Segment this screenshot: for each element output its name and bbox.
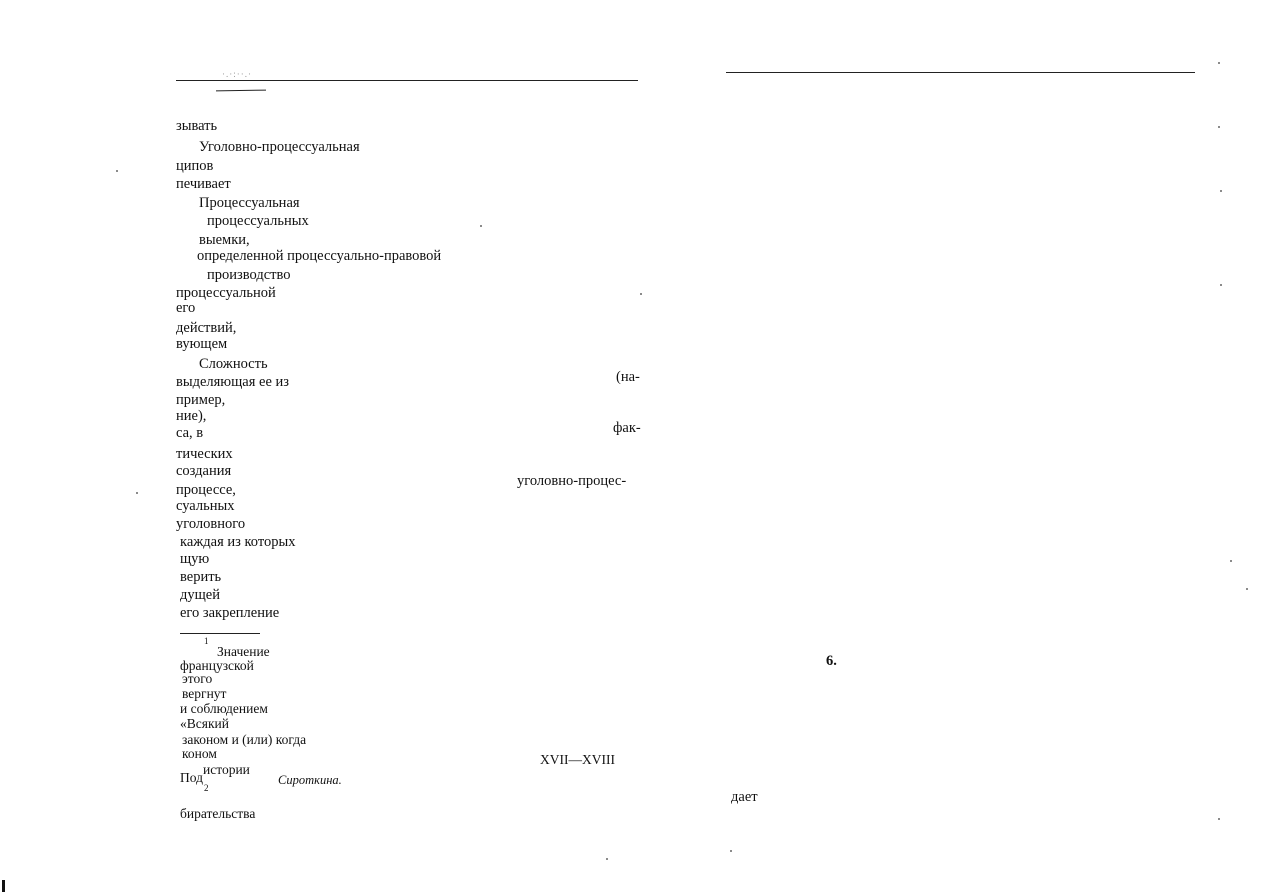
footnote-line: законом и (или) когда xyxy=(182,732,307,747)
footnote-line: Значение xyxy=(217,644,270,659)
text-fragment: уголовно-процес- xyxy=(517,473,627,489)
text-line: создания xyxy=(176,463,232,479)
text-line: процессуальных xyxy=(207,213,309,229)
text-line: пример, xyxy=(176,392,226,408)
text-line: процессе, xyxy=(176,482,236,498)
scan-speck xyxy=(1218,62,1220,64)
scan-speck xyxy=(1220,284,1222,286)
footnote-centuries: XVII—XVIII xyxy=(540,752,615,767)
scan-speck xyxy=(1218,126,1220,128)
footnote-line: коном xyxy=(182,746,217,761)
footnote-line: истории xyxy=(203,762,250,777)
text-fragment: (на- xyxy=(616,369,640,385)
text-line: выемки, xyxy=(199,232,250,248)
text-fragment: дает xyxy=(731,789,758,805)
right-page xyxy=(650,0,1262,893)
text-line: производство xyxy=(207,267,291,283)
text-line: ние), xyxy=(176,408,207,424)
text-line: его xyxy=(176,300,196,316)
scan-edge-mark xyxy=(2,880,5,892)
text-fragment: фак- xyxy=(613,420,641,436)
text-line: печивает xyxy=(176,176,231,192)
footnote-line: французской xyxy=(180,658,254,673)
text-line: Уголовно-процессуальная xyxy=(199,139,360,155)
scan-speck xyxy=(606,858,608,860)
text-line: Процессуальная xyxy=(199,195,300,211)
scan-speck xyxy=(1218,818,1220,820)
scan-speck xyxy=(640,293,642,295)
text-line: са, в xyxy=(176,425,204,441)
footnote-marker: 1 xyxy=(204,636,209,646)
text-line: вующем xyxy=(176,336,228,352)
header-rule xyxy=(726,72,1195,73)
text-line: выделяющая ее из xyxy=(176,374,290,390)
footnote-line: Под xyxy=(180,770,203,785)
footnote-line: и соблюдением xyxy=(180,701,268,716)
text-line: действий, xyxy=(176,320,237,336)
footnote-line: вергнут xyxy=(182,686,227,701)
text-line: его закрепление xyxy=(180,605,280,621)
text-line: Сложность xyxy=(199,356,268,372)
header-rule xyxy=(176,80,638,81)
footnote-line: «Всякий xyxy=(180,716,229,731)
text-line: зывать xyxy=(176,118,218,134)
text-line: уголовного xyxy=(176,516,246,532)
scan-speck xyxy=(1220,190,1222,192)
scan-speck xyxy=(730,850,732,852)
scan-speck xyxy=(1246,588,1248,590)
footnote-author: Сироткина. xyxy=(278,773,342,787)
text-line: ципов xyxy=(176,158,214,174)
footnote-marker: 2 xyxy=(204,783,209,793)
text-line: тических xyxy=(176,446,233,462)
text-line: суальных xyxy=(176,498,235,514)
text-line: процессуальной xyxy=(176,285,276,301)
footnote-line: бирательства xyxy=(180,806,256,821)
header-speck: ·.·:··.· xyxy=(222,69,252,79)
footnote-line: этого xyxy=(182,671,213,686)
footnote-separator xyxy=(180,633,260,634)
scan-speck xyxy=(1230,560,1232,562)
text-line: дущей xyxy=(180,587,220,603)
text-line: щую xyxy=(180,551,210,567)
scan-speck xyxy=(136,492,138,494)
header-subrule xyxy=(216,90,266,92)
scan-speck xyxy=(480,225,482,227)
text-line: определенной процессуально-правовой xyxy=(197,248,442,264)
text-line: каждая из которых xyxy=(180,534,296,550)
item-number: 6. xyxy=(826,653,837,669)
scan-speck xyxy=(116,170,118,172)
text-line: верить xyxy=(180,569,222,585)
